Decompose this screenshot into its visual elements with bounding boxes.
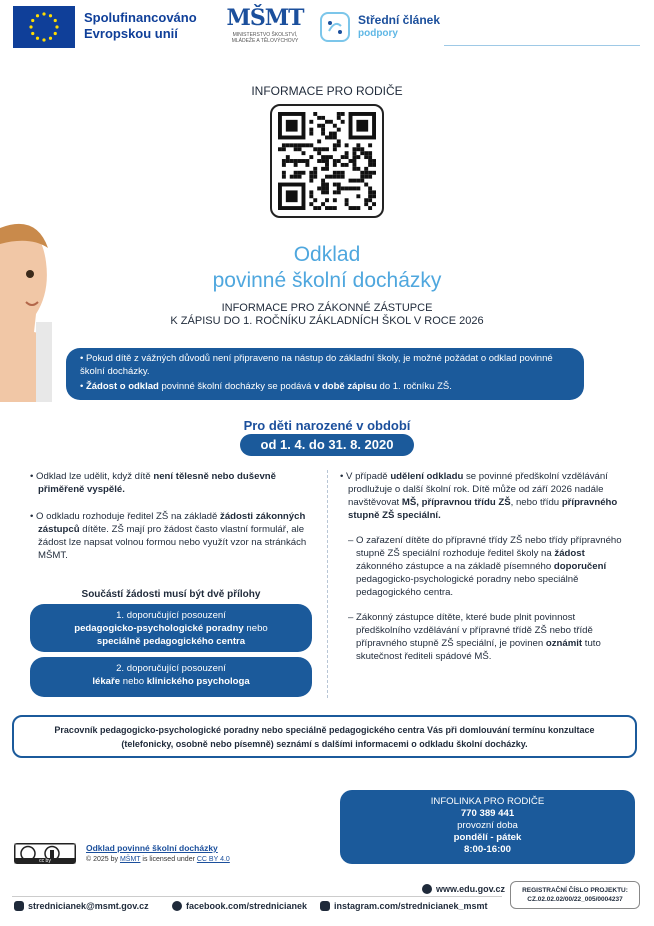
qr-module: [364, 198, 368, 202]
qr-module: [360, 147, 364, 151]
qr-module: [333, 136, 337, 140]
qr-module: [341, 186, 345, 190]
right-p2-c: zákonného zástupce a na základě písemného: [356, 561, 554, 572]
qr-module: [325, 175, 329, 179]
qr-module: [352, 163, 356, 167]
qr-module: [309, 120, 313, 124]
msmt-logo: [222, 4, 308, 50]
qr-module: [298, 171, 302, 175]
right-column: [340, 470, 630, 675]
globe-icon: [422, 884, 432, 894]
qr-module: [333, 159, 337, 163]
eu-star-icon: [54, 32, 57, 35]
qr-module: [333, 198, 337, 202]
qr-module: [341, 120, 345, 124]
attachment-1-bold2: speciálně pedagogického centra: [96, 636, 246, 647]
qr-module: [317, 139, 321, 143]
qr-module: [368, 175, 372, 179]
attachment-1-mid: nebo: [243, 623, 268, 634]
qr-module: [317, 206, 321, 210]
sc-logo-subtitle: podpory: [358, 28, 398, 39]
right-p2-e: pedagogicko-psychologické poradny nebo speciálně pedagogického centra.: [356, 574, 579, 598]
qr-module: [349, 159, 353, 163]
qr-module: [368, 143, 372, 147]
qr-module: [302, 171, 306, 175]
page-title: [0, 242, 654, 294]
qr-module: [325, 206, 329, 210]
qr-code[interactable]: [270, 104, 384, 218]
qr-module: [352, 167, 356, 171]
qr-module: [286, 120, 298, 132]
left-p2-c: dítěte. ZŠ mají pro žádost často vlastní formulář, ale žádost lze napsat volnou formou nebo využít vzor na stránkách MŠMT.: [38, 524, 307, 561]
qr-module: [329, 132, 333, 136]
notice-item-2-end: do 1. ročníku ZŠ.: [376, 381, 452, 392]
hotline-days: pondělí - pátek: [453, 832, 522, 843]
right-paragraph-1: • V případě udělení odkladu se povinné předškolní vzdělávání prodlužuje o další školní rok. Dítě může od září 2026 nadále navštěvovat MŠ, přípravnou třídu ZŠ, nebo třídu přípravného stupně ZŠ speciální.: [340, 471, 618, 521]
qr-module: [317, 124, 321, 128]
qr-module: [325, 159, 329, 163]
qr-module: [329, 206, 333, 210]
qr-module: [333, 147, 337, 151]
qr-module: [352, 155, 356, 159]
qr-module: [321, 167, 325, 171]
page-title-line2: povinné školní docházky: [212, 269, 442, 292]
qr-module: [372, 190, 376, 194]
registration-number: CZ.02.02.02/00/22_005/0004237: [527, 896, 623, 903]
qr-module: [286, 159, 290, 163]
qr-module: [356, 143, 360, 147]
qr-module: [356, 120, 368, 132]
qr-module: [345, 202, 349, 206]
qr-module: [364, 155, 368, 159]
qr-module: [298, 143, 302, 147]
qr-module: [282, 159, 286, 163]
footer-instagram-text: instagram.com/strednicianek_msmt: [334, 901, 488, 911]
eu-funding-text: [84, 10, 197, 42]
notice-item-2-mid: povinné školní docházky se podává: [158, 381, 315, 392]
left-paragraph-2: • O odkladu rozhoduje ředitel ZŠ na základě žádosti zákonných zástupců dítěte. ZŠ mají pro žádost často vlastní formulář, ale žádost lze napsat volnou formou nebo využít vzor na stránkách MŠMT.: [30, 511, 307, 561]
qr-module: [321, 124, 325, 128]
license-text-b: is licensed under: [140, 856, 197, 863]
qr-module: [364, 151, 368, 155]
qr-module: [333, 143, 337, 147]
eu-flag-logo: [13, 6, 75, 48]
right-paragraph-3: – Zákonný zástupce dítěte, které bude plnit povinnost předškolního vzdělávání v přípravné třídě ZŠ nebo třídě přípravného stupně ZŠ speciální, je povinen oznámit tuto skutečnost řediteli spádové MŠ.: [348, 612, 601, 662]
eu-star-icon: [36, 14, 39, 17]
info-title: INFORMACE PRO RODIČE: [251, 84, 403, 98]
consultation-banner: Pracovník pedagogicko-psychologické poradny nebo speciálně pedagogického centra Vás při domlouvání termínu konzultace (telefonicky, osobně nebo písemně) seznámí s dalšími informacemi o odkladu školní docházky.: [12, 715, 637, 758]
subtitle-line2: K ZÁPISU DO 1. ROČNÍKU ZÁKLADNÍCH ŠKOL V ROCE 2026: [170, 315, 484, 327]
qr-module: [372, 194, 376, 198]
qr-module: [352, 159, 356, 163]
qr-module: [321, 179, 325, 183]
qr-module: [364, 167, 368, 171]
page-subtitle: [0, 302, 654, 328]
qr-module: [345, 198, 349, 202]
qr-module: [278, 147, 282, 151]
attachment-2-bold1: lékaře: [92, 676, 121, 687]
qr-module: [321, 147, 325, 151]
qr-module: [352, 179, 356, 183]
license-name-link[interactable]: CC BY 4.0: [196, 856, 230, 863]
qr-module: [333, 175, 337, 179]
qr-module: [321, 186, 325, 190]
left-column: [30, 470, 312, 576]
registration-label: REGISTRAČNÍ ČÍSLO PROJEKTU:: [522, 887, 628, 894]
qr-module: [294, 147, 298, 151]
qr-module: [364, 183, 368, 187]
qr-module: [352, 186, 356, 190]
qr-module: [333, 171, 337, 175]
qr-module: [337, 175, 341, 179]
qr-module: [317, 186, 321, 190]
qr-module: [333, 183, 337, 187]
qr-module: [333, 132, 337, 136]
born-title: Pro děti narozené v období: [243, 418, 411, 433]
qr-module: [360, 175, 364, 179]
page-title-line1: Odklad: [293, 243, 361, 266]
footer-facebook-text: facebook.com/strednicianek: [186, 901, 308, 911]
qr-module: [356, 206, 360, 210]
left-paragraph-1: • Odklad lze udělit, když dítě není tělesně nebo duševně přiměřeně vyspělé.: [30, 471, 276, 495]
qr-module: [372, 163, 376, 167]
footer-web-text: www.edu.gov.cz: [436, 884, 506, 894]
eu-star-icon: [31, 19, 34, 22]
qr-module: [337, 190, 341, 194]
qr-module: [368, 186, 372, 190]
right-p1-e: , nebo třídu: [510, 497, 562, 508]
qr-module: [337, 112, 341, 116]
qr-module: [282, 143, 286, 147]
qr-module: [321, 183, 325, 187]
license-author-link[interactable]: MŠMT: [119, 856, 141, 863]
born-date-range: od 1. 4. do 31. 8. 2020: [240, 434, 414, 456]
qr-module: [302, 159, 306, 163]
qr-module: [333, 206, 337, 210]
qr-module: [321, 155, 325, 159]
qr-module: [368, 163, 372, 167]
qr-module: [337, 186, 341, 190]
qr-module: [337, 139, 341, 143]
notice-item-2-bold2: v době zápisu: [314, 381, 377, 392]
eu-star-icon: [54, 19, 57, 22]
qr-module: [302, 151, 306, 155]
right-p1-d: MŠ, přípravnou třídu ZŠ: [401, 497, 511, 508]
left-p1-b: není tělesně nebo duševně přiměřeně vyspělé.: [38, 471, 276, 495]
qr-module: [337, 183, 341, 187]
left-p2-b: žádosti zákonných zástupců: [38, 511, 306, 535]
qr-module: [294, 171, 298, 175]
eu-star-icon: [42, 12, 45, 15]
license-text-a: © 2025 by: [86, 856, 120, 863]
attachment-2-line1: 2. doporučující posouzení: [116, 663, 226, 674]
qr-module: [325, 147, 329, 151]
qr-module: [356, 147, 360, 151]
qr-module: [282, 175, 286, 179]
qr-module: [360, 179, 364, 183]
left-p2-a: O odkladu rozhoduje ředitel ZŠ na základě: [36, 511, 221, 522]
qr-module: [317, 147, 321, 151]
right-p2-d: doporučení: [553, 561, 607, 572]
eu-star-icon: [36, 37, 39, 40]
qr-module: [313, 112, 317, 116]
qr-module: [305, 163, 309, 167]
registration-box: [510, 881, 640, 909]
header-divider: [444, 45, 640, 46]
qr-module: [368, 198, 372, 202]
qr-module: [298, 175, 302, 179]
qr-module: [372, 159, 376, 163]
qr-module: [309, 143, 313, 147]
qr-module: [290, 159, 294, 163]
qr-module: [282, 163, 286, 167]
qr-module: [290, 175, 294, 179]
column-divider: [327, 470, 328, 698]
qr-module: [317, 151, 321, 155]
qr-module: [341, 112, 345, 116]
qr-module: [290, 143, 294, 147]
qr-module: [309, 194, 313, 198]
qr-module: [313, 175, 317, 179]
qr-module: [294, 143, 298, 147]
right-p1-f: přípravného stupně ZŠ speciální.: [348, 497, 618, 521]
qr-module: [309, 171, 313, 175]
subtitle-line1: INFORMACE PRO ZÁKONNÉ ZÁSTUPCE: [221, 302, 433, 314]
qr-module: [341, 163, 345, 167]
left-p1-a: Odklad lze udělit, když dítě: [36, 471, 154, 482]
qr-module: [282, 147, 286, 151]
qr-module: [368, 194, 372, 198]
attachment-2-line2: [38, 675, 304, 688]
footer-facebook[interactable]: [172, 901, 307, 911]
footer-instagram[interactable]: [320, 901, 488, 911]
notice-item-1: • Pokud dítě z vážných důvodů není připraveno na nástup do základní školy, je možné požádat o odklad povinné školní docházky.: [80, 353, 553, 377]
msmt-caption-line1: MINISTERSTVO ŠKOLSTVÍ,: [232, 32, 298, 38]
attachment-2: [30, 657, 312, 697]
right-p3-a: Zákonný zástupce dítěte, které bude plnit povinnost předškolního vzdělávání v přípravné třídě ZŠ nebo třídě přípravného stupně ZŠ speciální, je povinen: [356, 612, 593, 649]
qr-module: [333, 163, 337, 167]
qr-module: [286, 190, 298, 202]
qr-module: [282, 171, 286, 175]
qr-module: [372, 171, 376, 175]
qr-module: [286, 155, 290, 159]
qr-module: [337, 116, 341, 120]
eu-star-icon: [55, 25, 58, 28]
cc-by-badge-icon[interactable]: [14, 843, 76, 864]
qr-module: [309, 132, 313, 136]
qr-module: [356, 186, 360, 190]
attachment-1: [30, 604, 312, 652]
qr-module: [329, 136, 333, 140]
right-p1-c: se povinné předškolní vzdělávání prodlužuje o další školní rok. Dítě může od září 2026 nadále navštěvovat: [348, 471, 608, 508]
eu-text-line1: Spolufinancováno: [84, 10, 197, 25]
qr-module: [321, 132, 325, 136]
qr-module: [341, 171, 345, 175]
footer-divider: [12, 896, 502, 897]
qr-module: [305, 159, 309, 163]
qr-module: [317, 116, 321, 120]
eu-star-icon: [29, 25, 32, 28]
qr-module: [325, 186, 329, 190]
qr-module: [372, 202, 376, 206]
qr-module: [294, 175, 298, 179]
qr-module: [345, 186, 349, 190]
qr-module: [368, 190, 372, 194]
qr-module: [356, 179, 360, 183]
right-paragraph-2: – O zařazení dítěte do přípravné třídy ZŠ nebo třídy přípravného stupně ZŠ speciální rozhoduje ředitel školy na žádost zákonného zástupce a na základě písemného doporučení pedagogicko-psychologické poradny nebo speciálně pedagogického centra.: [348, 535, 622, 598]
qr-module: [364, 175, 368, 179]
notice-item-1-text: Pokud dítě z vážných důvodů není připraveno na nástup do základní školy, je možné požádat o odklad povinné školní docházky.: [80, 353, 553, 377]
right-p2-a: O zařazení dítěte do přípravné třídy ZŠ nebo třídy přípravného stupně ZŠ speciální rozhoduje ředitel školy na: [356, 535, 622, 559]
qr-module: [349, 206, 353, 210]
qr-module: [368, 159, 372, 163]
qr-module: [337, 143, 341, 147]
mail-icon: [14, 901, 24, 911]
msmt-caption-line2: MLÁDEŽE A TĚLOVÝCHOVY: [231, 38, 299, 44]
facebook-icon: [172, 901, 182, 911]
qr-module: [302, 143, 306, 147]
qr-module: [356, 155, 360, 159]
attachment-1-line1: 1. doporučující posouzení: [116, 610, 226, 621]
qr-module: [333, 190, 337, 194]
eu-star-icon: [49, 37, 52, 40]
qr-module: [345, 143, 349, 147]
qr-module: [309, 202, 313, 206]
qr-module: [345, 151, 349, 155]
eu-star-icon: [42, 38, 45, 41]
qr-module: [298, 147, 302, 151]
notice-item-2: • Žádost o odklad povinné školní docházky se podává v době zápisu do 1. ročníku ZŠ.: [80, 381, 452, 392]
right-p3-c: tuto skutečnost řediteli spádové MŠ.: [356, 638, 601, 662]
msmt-logo-mark: MŠMT: [226, 5, 304, 31]
license-title[interactable]: Odklad povinné školní docházky: [86, 843, 218, 853]
footer-email-text: strednicianek@msmt.gov.cz: [28, 901, 149, 911]
qr-module: [321, 202, 325, 206]
qr-module: [360, 171, 364, 175]
qr-module: [325, 167, 329, 171]
attachment-2-bold2: klinického psychologa: [146, 676, 250, 687]
qr-module: [313, 171, 317, 175]
qr-module: [321, 128, 325, 132]
qr-module: [341, 155, 345, 159]
eu-star-icon: [49, 14, 52, 17]
qr-module: [309, 128, 313, 132]
qr-module: [305, 143, 309, 147]
qr-module: [321, 116, 325, 120]
hotline-box: [340, 790, 635, 864]
qr-module: [321, 190, 325, 194]
qr-module: [329, 175, 333, 179]
attachment-1-bold1: pedagogicko-psychologické poradny: [74, 623, 244, 634]
qr-module: [337, 128, 341, 132]
license-text: [86, 842, 230, 866]
qr-module: [321, 159, 325, 163]
cc-badge-label: cc by: [39, 858, 51, 864]
qr-module: [309, 179, 313, 183]
hotline-phone[interactable]: 770 389 441: [460, 808, 515, 819]
qr-module: [294, 159, 298, 163]
hotline-hours-label: provozní doba: [457, 820, 518, 831]
qr-module: [325, 120, 329, 124]
qr-module: [313, 167, 317, 171]
sc-logo-icon: [320, 12, 350, 42]
qr-module: [352, 206, 356, 210]
notice-box: [66, 348, 584, 400]
notice-item-2-bold1: Žádost o odklad: [85, 381, 159, 392]
qr-module: [313, 198, 317, 202]
qr-module: [368, 151, 372, 155]
qr-module: [325, 136, 329, 140]
qr-module: [368, 206, 372, 210]
qr-module: [349, 179, 353, 183]
qr-module: [329, 155, 333, 159]
qr-module: [360, 151, 364, 155]
qr-module: [345, 163, 349, 167]
sc-logo-title: Střední článek: [358, 13, 441, 27]
hotline-hours: 8:00-16:00: [464, 844, 511, 855]
license-line: [86, 854, 230, 866]
eu-star-icon: [31, 32, 34, 35]
qr-module: [309, 155, 313, 159]
hotline-title: INFOLINKA PRO RODIČE: [430, 796, 545, 807]
qr-module: [286, 143, 290, 147]
footer-web[interactable]: [422, 884, 505, 894]
qr-module: [309, 175, 313, 179]
sc-logo-text: [358, 13, 440, 41]
qr-module: [356, 194, 360, 198]
qr-module: [309, 190, 313, 194]
attachment-1-line2: [38, 622, 304, 635]
instagram-icon: [320, 901, 330, 911]
qr-module: [341, 175, 345, 179]
qr-module: [317, 159, 321, 163]
qr-module: [349, 186, 353, 190]
right-p1-a: V případě: [346, 471, 391, 482]
right-p2-b: žádost: [554, 548, 585, 559]
attachment-2-mid: nebo: [120, 676, 147, 687]
footer-email[interactable]: [14, 901, 149, 911]
qr-module: [356, 167, 360, 171]
qr-module: [364, 171, 368, 175]
qr-module: [333, 124, 337, 128]
right-p3-b: oznámit: [545, 638, 583, 649]
qr-module: [352, 147, 356, 151]
qr-module: [325, 163, 329, 167]
qr-module: [368, 171, 372, 175]
eu-stars-icon: [13, 6, 75, 48]
qr-module: [325, 190, 329, 194]
qr-module: [325, 183, 329, 187]
qr-module: [337, 159, 341, 163]
qr-module: [352, 151, 356, 155]
qr-module: [345, 155, 349, 159]
qr-module: [325, 198, 329, 202]
qr-module: [298, 159, 302, 163]
qr-module: [325, 155, 329, 159]
qr-code-image: [278, 112, 376, 210]
qr-module: [337, 171, 341, 175]
attachments-title: Součástí žádosti musí být dvě přílohy: [81, 589, 261, 600]
qr-module: [364, 202, 368, 206]
qr-module: [329, 120, 333, 124]
right-p1-b: udělení odkladu: [390, 471, 464, 482]
qr-module: [313, 206, 317, 210]
eu-text-line2: Evropskou unií: [84, 26, 178, 41]
qr-module: [313, 147, 317, 151]
qr-module: [294, 163, 298, 167]
qr-module: [368, 155, 372, 159]
